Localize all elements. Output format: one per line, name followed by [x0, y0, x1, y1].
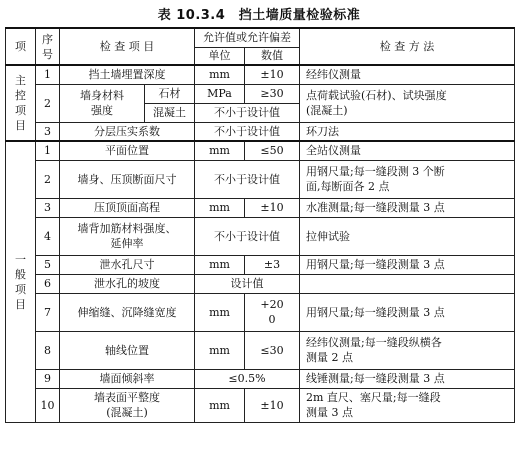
row-method: 线锤测量;每一缝段测量 3 点 [300, 369, 515, 388]
header-method: 检 查 方 法 [300, 28, 515, 65]
row-seq: 10 [36, 388, 60, 422]
row-method: 2m 直尺、塞尺量;每一缝段 测量 3 点 [300, 388, 515, 422]
header-item [6, 28, 36, 65]
row-item: 泄水孔尺寸 [60, 255, 195, 274]
row-item: 伸缩缝、沉降缝宽度 [60, 293, 195, 331]
row-seq: 9 [36, 369, 60, 388]
row-allow-merged: 不小于设计值 [195, 160, 300, 198]
row-item: 墙身材料 强度 [60, 84, 145, 122]
row-method: 全站仪测量 [300, 141, 515, 160]
row-item: 墙面倾斜率 [60, 369, 195, 388]
row-value: ±10 [245, 65, 300, 84]
row-allow-merged: 不小于设计值 [195, 122, 300, 141]
table-row [6, 84, 515, 103]
row-seq: 1 [36, 65, 60, 84]
row-seq: 1 [36, 141, 60, 160]
table-row [6, 122, 515, 141]
row-value: ≥30 [245, 84, 300, 103]
row-seq: 3 [36, 122, 60, 141]
row-seq: 6 [36, 274, 60, 293]
row-item: 泄水孔的坡度 [60, 274, 195, 293]
row-value: ±3 [245, 255, 300, 274]
row-seq: 8 [36, 331, 60, 369]
row-allow-merged: 不小于设计值 [195, 103, 300, 122]
row-allow-merged: 设计值 [195, 274, 300, 293]
row-method: 环刀法 [300, 122, 515, 141]
row-unit: MPa [195, 84, 245, 103]
row-item: 轴线位置 [60, 331, 195, 369]
header-check-item: 检 查 项 目 [60, 28, 195, 65]
table-row [6, 141, 515, 160]
row-item: 墙背加筋材料强度、 延伸率 [60, 217, 195, 255]
table-row [6, 217, 515, 255]
row-seq: 3 [36, 198, 60, 217]
row-method: 经纬仪测量 [300, 65, 515, 84]
row-allow-merged: ≤0.5% [195, 369, 300, 388]
row-item: 挡土墙埋置深度 [60, 65, 195, 84]
row-method: 经纬仪测量;每一缝段纵横各 测量 2 点 [300, 331, 515, 369]
group-main-control: 主 控 项 目 [6, 65, 36, 141]
row-method [300, 274, 515, 293]
row-value: ≤50 [245, 141, 300, 160]
row-method: 水准测量;每一缝段测量 3 点 [300, 198, 515, 217]
row-item: 平面位置 [60, 141, 195, 160]
row-unit: mm [195, 388, 245, 422]
table-row [6, 388, 515, 422]
header-row [6, 28, 515, 47]
row-unit: mm [195, 255, 245, 274]
row-unit: mm [195, 198, 245, 217]
row-unit: mm [195, 293, 245, 331]
row-method: 用钢尺量;每一缝段测 3 个断 面,每断面各 2 点 [300, 160, 515, 198]
header-unit: 单位 [195, 47, 245, 65]
row-item: 墙身、压顶断面尺寸 [60, 160, 195, 198]
row-method: 点荷载试验(石材)、试块强度 (混凝土) [300, 84, 515, 122]
row-unit: mm [195, 141, 245, 160]
row-method: 用钢尺量;每一缝段测量 3 点 [300, 293, 515, 331]
table-row [6, 65, 515, 84]
quality-inspection-table [5, 27, 515, 423]
row-seq: 4 [36, 217, 60, 255]
row-seq: 7 [36, 293, 60, 331]
row-value: ±10 [245, 388, 300, 422]
table-row [6, 331, 515, 369]
row-method: 拉伸试验 [300, 217, 515, 255]
header-value: 数值 [245, 47, 300, 65]
table-row [6, 198, 515, 217]
table-caption: 表 10.3.4 挡土墙质量检验标准 [157, 8, 361, 23]
table-row [6, 369, 515, 388]
row-subitem: 混凝土 [145, 103, 195, 122]
row-item: 压顶顶面高程 [60, 198, 195, 217]
row-seq: 2 [36, 84, 60, 122]
header-seq: 序 号 [36, 28, 60, 65]
row-method: 用钢尺量;每一缝段测量 3 点 [300, 255, 515, 274]
header-item-text: 项 [15, 40, 26, 53]
table-row [6, 274, 515, 293]
row-seq: 2 [36, 160, 60, 198]
row-unit: mm [195, 65, 245, 84]
table-row [6, 255, 515, 274]
row-item: 分层压实系数 [60, 122, 195, 141]
header-allow: 允许值或允许偏差 [195, 28, 300, 47]
row-value: ≤30 [245, 331, 300, 369]
row-item: 墙表面平整度 (混凝土) [60, 388, 195, 422]
row-seq: 5 [36, 255, 60, 274]
row-unit: mm [195, 331, 245, 369]
row-subitem: 石材 [145, 84, 195, 103]
group-general: 一 般 项 目 [6, 141, 36, 422]
table-row [6, 160, 515, 198]
table-row [6, 293, 515, 331]
row-allow-merged: 不小于设计值 [195, 217, 300, 255]
row-value: ±10 [245, 198, 300, 217]
row-value: +20 0 [245, 293, 300, 331]
